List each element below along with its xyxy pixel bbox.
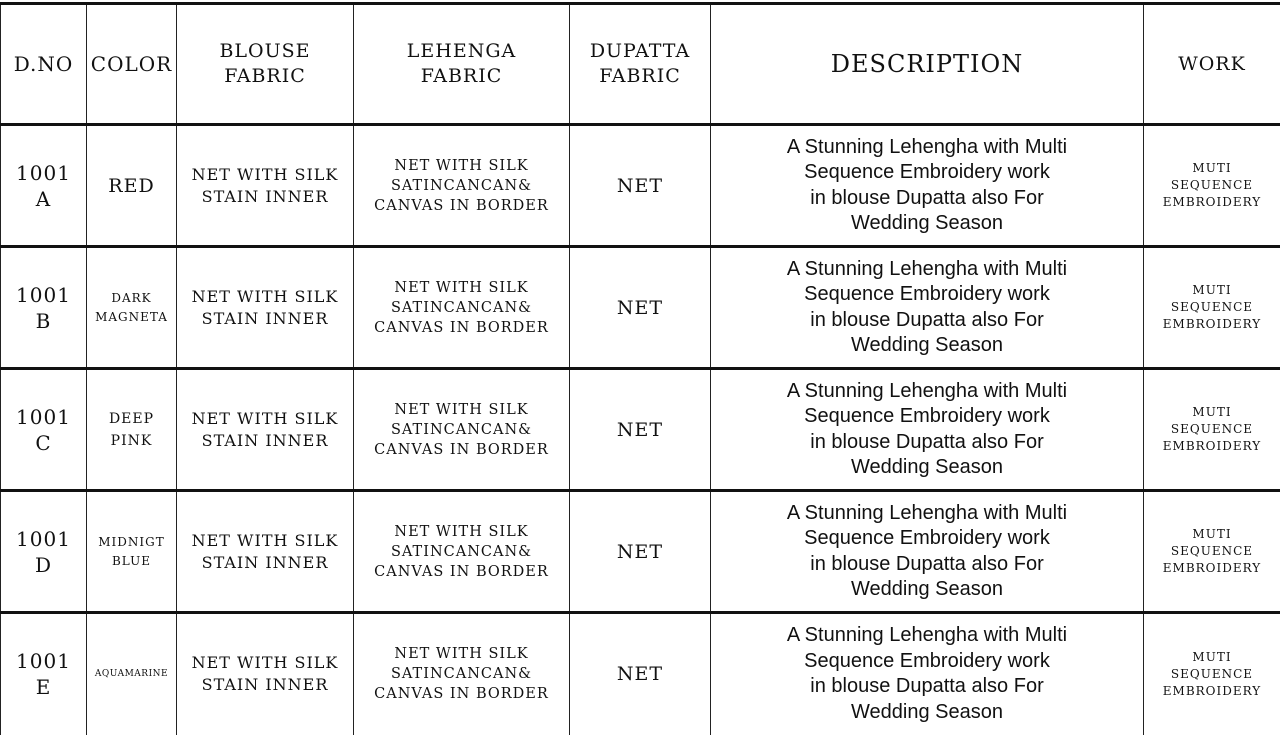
- header-dupatta-line2: FABRIC: [572, 64, 708, 89]
- lehenga-line2: SATINCANCAN&: [356, 298, 567, 318]
- lehenga-line1: NET WITH SILK: [356, 278, 567, 298]
- header-lehenga-line1: LEHENGA: [356, 39, 567, 64]
- work-cell: [1144, 613, 1280, 735]
- dno-number: 1001: [3, 648, 84, 674]
- desc-line1: A Stunning Lehengha with Multi: [713, 257, 1141, 283]
- color-line1: RED: [89, 175, 174, 197]
- lehenga-fabric-cell: [354, 491, 570, 613]
- work-line3: EMBROIDERY: [1146, 560, 1278, 577]
- color-line2: PINK: [89, 430, 174, 452]
- work-line3: EMBROIDERY: [1146, 683, 1278, 700]
- blouse-line1: NET WITH SILK: [179, 408, 351, 430]
- desc-line4: Wedding Season: [713, 700, 1141, 726]
- header-dupatta-fabric: [570, 4, 711, 125]
- header-blouse-line1: BLOUSE: [179, 39, 351, 64]
- lehenga-line1: NET WITH SILK: [356, 644, 567, 664]
- dno-number: 1001: [3, 160, 84, 186]
- table-row: [1, 613, 1280, 735]
- desc-line2: Sequence Embroidery work: [713, 404, 1141, 430]
- work-cell: [1144, 491, 1280, 613]
- description-cell: [711, 125, 1144, 247]
- lehenga-line2: SATINCANCAN&: [356, 542, 567, 562]
- lehenga-line3: CANVAS IN BORDER: [356, 196, 567, 216]
- dupatta-fabric-cell: NET: [570, 247, 711, 369]
- lehenga-line1: NET WITH SILK: [356, 522, 567, 542]
- header-dno: D.NO: [1, 4, 87, 125]
- blouse-fabric-cell: [177, 491, 354, 613]
- color-line2: BLUE: [89, 552, 174, 571]
- color-line1: AQUAMARINE: [89, 669, 174, 679]
- blouse-fabric-cell: [177, 369, 354, 491]
- desc-line4: Wedding Season: [713, 333, 1141, 359]
- work-line3: EMBROIDERY: [1146, 438, 1278, 455]
- lehenga-line2: SATINCANCAN&: [356, 176, 567, 196]
- lehenga-fabric-cell: [354, 369, 570, 491]
- color-line1: DEEP: [89, 408, 174, 430]
- desc-line2: Sequence Embroidery work: [713, 649, 1141, 675]
- desc-line1: A Stunning Lehengha with Multi: [713, 379, 1141, 405]
- blouse-line1: NET WITH SILK: [179, 164, 351, 186]
- lehenga-line1: NET WITH SILK: [356, 400, 567, 420]
- lehenga-fabric-cell: [354, 613, 570, 735]
- dno-cell: [1, 491, 87, 613]
- header-lehenga-line2: FABRIC: [356, 64, 567, 89]
- dno-cell: [1, 247, 87, 369]
- color-cell: [87, 613, 177, 735]
- work-cell: [1144, 369, 1280, 491]
- dupatta-fabric-cell: NET: [570, 369, 711, 491]
- dno-letter: B: [3, 308, 84, 334]
- description-cell: [711, 613, 1144, 735]
- table-row: [1, 491, 1280, 613]
- work-line1: MUTI: [1146, 160, 1278, 177]
- product-spec-table: [0, 2, 1280, 735]
- blouse-line2: STAIN INNER: [179, 308, 351, 330]
- desc-line3: in blouse Dupatta also For: [713, 552, 1141, 578]
- color-line1: DARK: [89, 289, 174, 308]
- lehenga-line1: NET WITH SILK: [356, 156, 567, 176]
- blouse-line2: STAIN INNER: [179, 674, 351, 696]
- blouse-line1: NET WITH SILK: [179, 530, 351, 552]
- header-blouse-line2: FABRIC: [179, 64, 351, 89]
- table-row: [1, 247, 1280, 369]
- color-line2: MAGNETA: [89, 308, 174, 327]
- work-line1: MUTI: [1146, 282, 1278, 299]
- lehenga-fabric-cell: [354, 125, 570, 247]
- blouse-fabric-cell: [177, 125, 354, 247]
- dupatta-fabric-cell: NET: [570, 125, 711, 247]
- desc-line4: Wedding Season: [713, 455, 1141, 481]
- dno-cell: [1, 613, 87, 735]
- description-cell: [711, 491, 1144, 613]
- desc-line2: Sequence Embroidery work: [713, 160, 1141, 186]
- blouse-line1: NET WITH SILK: [179, 652, 351, 674]
- desc-line3: in blouse Dupatta also For: [713, 674, 1141, 700]
- desc-line2: Sequence Embroidery work: [713, 282, 1141, 308]
- blouse-line1: NET WITH SILK: [179, 286, 351, 308]
- dno-number: 1001: [3, 282, 84, 308]
- header-work: WORK: [1144, 4, 1280, 125]
- header-dupatta-line1: DUPATTA: [572, 39, 708, 64]
- lehenga-line3: CANVAS IN BORDER: [356, 562, 567, 582]
- header-lehenga-fabric: [354, 4, 570, 125]
- work-line2: SEQUENCE: [1146, 421, 1278, 438]
- blouse-fabric-cell: [177, 613, 354, 735]
- lehenga-line3: CANVAS IN BORDER: [356, 684, 567, 704]
- description-cell: [711, 369, 1144, 491]
- dno-cell: [1, 125, 87, 247]
- work-line1: MUTI: [1146, 649, 1278, 666]
- work-line2: SEQUENCE: [1146, 299, 1278, 316]
- lehenga-line3: CANVAS IN BORDER: [356, 440, 567, 460]
- header-color: COLOR: [87, 4, 177, 125]
- desc-line1: A Stunning Lehengha with Multi: [713, 501, 1141, 527]
- header-description: DESCRIPTION: [711, 4, 1144, 125]
- blouse-fabric-cell: [177, 247, 354, 369]
- color-cell: [87, 491, 177, 613]
- dno-letter: D: [3, 552, 84, 578]
- color-line1: MIDNIGT: [89, 533, 174, 552]
- header-blouse-fabric: [177, 4, 354, 125]
- desc-line4: Wedding Season: [713, 577, 1141, 603]
- table-row: [1, 125, 1280, 247]
- desc-line1: A Stunning Lehengha with Multi: [713, 623, 1141, 649]
- work-line2: SEQUENCE: [1146, 543, 1278, 560]
- dno-letter: C: [3, 430, 84, 456]
- work-line1: MUTI: [1146, 526, 1278, 543]
- desc-line3: in blouse Dupatta also For: [713, 186, 1141, 212]
- lehenga-line2: SATINCANCAN&: [356, 420, 567, 440]
- description-cell: [711, 247, 1144, 369]
- desc-line3: in blouse Dupatta also For: [713, 430, 1141, 456]
- desc-line4: Wedding Season: [713, 211, 1141, 237]
- lehenga-fabric-cell: [354, 247, 570, 369]
- color-cell: [87, 125, 177, 247]
- work-line3: EMBROIDERY: [1146, 194, 1278, 211]
- color-cell: [87, 247, 177, 369]
- dupatta-fabric-cell: NET: [570, 491, 711, 613]
- dno-number: 1001: [3, 404, 84, 430]
- dupatta-fabric-cell: NET: [570, 613, 711, 735]
- blouse-line2: STAIN INNER: [179, 186, 351, 208]
- color-cell: [87, 369, 177, 491]
- header-row: [1, 4, 1280, 125]
- work-line3: EMBROIDERY: [1146, 316, 1278, 333]
- dno-cell: [1, 369, 87, 491]
- blouse-line2: STAIN INNER: [179, 430, 351, 452]
- dno-letter: A: [3, 186, 84, 212]
- blouse-line2: STAIN INNER: [179, 552, 351, 574]
- table-row: [1, 369, 1280, 491]
- work-cell: [1144, 125, 1280, 247]
- work-line2: SEQUENCE: [1146, 177, 1278, 194]
- work-line2: SEQUENCE: [1146, 666, 1278, 683]
- desc-line2: Sequence Embroidery work: [713, 526, 1141, 552]
- lehenga-line3: CANVAS IN BORDER: [356, 318, 567, 338]
- desc-line3: in blouse Dupatta also For: [713, 308, 1141, 334]
- work-line1: MUTI: [1146, 404, 1278, 421]
- dno-number: 1001: [3, 526, 84, 552]
- work-cell: [1144, 247, 1280, 369]
- dno-letter: E: [3, 674, 84, 700]
- desc-line1: A Stunning Lehengha with Multi: [713, 135, 1141, 161]
- lehenga-line2: SATINCANCAN&: [356, 664, 567, 684]
